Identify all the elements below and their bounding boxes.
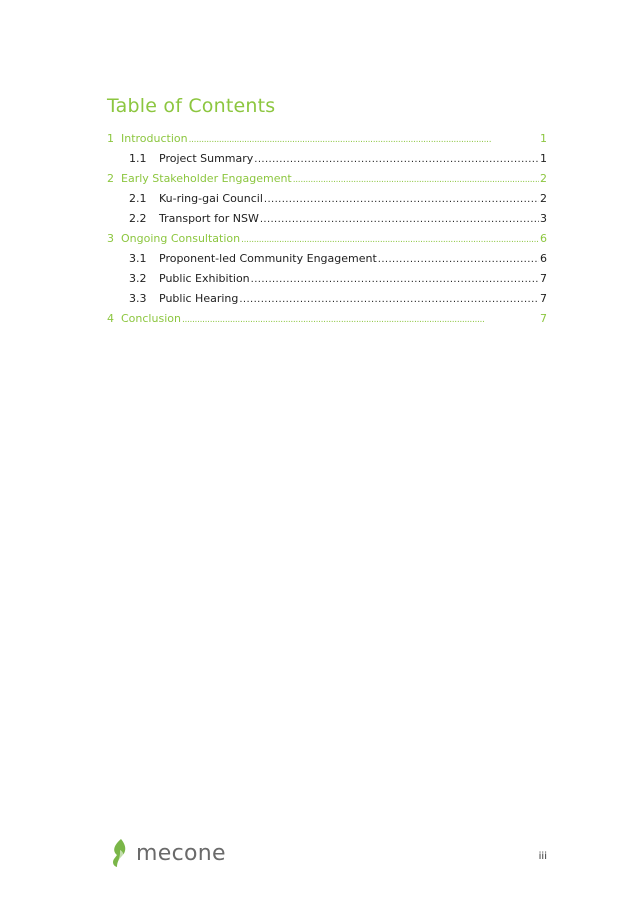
toc-entry-label: Transport for NSW (159, 212, 259, 225)
table-of-contents (107, 129, 547, 329)
toc-entry[interactable] (107, 169, 547, 189)
toc-entry[interactable] (107, 309, 547, 329)
toc-entry-number: 2 (107, 172, 114, 185)
toc-entry-number: 4 (107, 312, 114, 325)
toc-entry-label: Project Summary (159, 152, 254, 165)
toc-entry[interactable] (107, 229, 547, 249)
toc-entry-number: 1 (107, 132, 114, 145)
toc-entry-page: 7 (540, 312, 547, 325)
toc-entry-number: 3.2 (129, 272, 147, 285)
toc-entry-page: 7 (540, 292, 547, 305)
toc-entry-page: 7 (540, 272, 547, 285)
toc-entry-number: 2.2 (129, 212, 147, 225)
toc-entry-number: 3 (107, 232, 114, 245)
leaf-logo-icon (108, 838, 132, 868)
toc-entry-label: Ku-ring-gai Council (159, 192, 263, 205)
toc-entry-page: 6 (540, 232, 547, 245)
dot-leader (182, 310, 539, 330)
toc-entry[interactable] (107, 129, 547, 149)
toc-entry-page: 3 (540, 212, 547, 225)
page-number: iii (538, 851, 547, 862)
toc-entry-label: Proponent-led Community Engagement (159, 252, 377, 265)
dot-leader (264, 190, 539, 210)
toc-entry-number: 3.3 (129, 292, 147, 305)
toc-entry[interactable] (107, 149, 547, 169)
toc-entry-number: 3.1 (129, 252, 147, 265)
toc-entry-label: Public Exhibition (159, 272, 250, 285)
toc-entry-label: Introduction (121, 132, 188, 145)
toc-entry[interactable] (107, 189, 547, 209)
dot-leader (239, 290, 539, 310)
toc-entry[interactable] (107, 209, 547, 229)
dot-leader (293, 170, 539, 190)
dot-leader (251, 270, 539, 290)
dot-leader (260, 210, 539, 230)
toc-entry-page: 2 (540, 192, 547, 205)
dot-leader (241, 230, 539, 250)
toc-entry-label: Conclusion (121, 312, 181, 325)
toc-entry-label: Ongoing Consultation (121, 232, 241, 245)
dot-leader (189, 130, 539, 150)
toc-entry-page: 1 (540, 132, 547, 145)
company-logo (108, 838, 226, 868)
toc-entry[interactable] (107, 289, 547, 309)
toc-title: Table of Contents (107, 95, 276, 117)
logo-wordmark: mecone (136, 840, 226, 866)
toc-entry[interactable] (107, 249, 547, 269)
toc-entry-page: 2 (540, 172, 547, 185)
toc-entry-number: 2.1 (129, 192, 147, 205)
toc-entry-page: 6 (540, 252, 547, 265)
toc-entry-number: 1.1 (129, 152, 147, 165)
toc-entry-page: 1 (540, 152, 547, 165)
dot-leader (378, 250, 539, 270)
dot-leader (254, 150, 539, 170)
toc-entry[interactable] (107, 269, 547, 289)
toc-entry-label: Public Hearing (159, 292, 239, 305)
toc-entry-label: Early Stakeholder Engagement (121, 172, 292, 185)
